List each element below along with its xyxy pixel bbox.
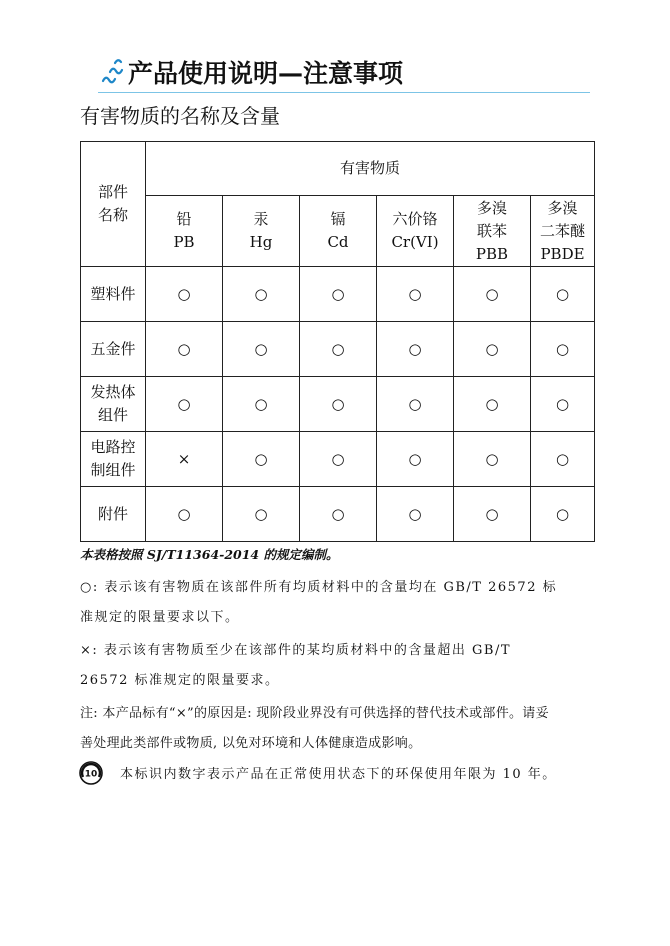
part-name: 附件 — [81, 487, 146, 542]
circle-legend-note: ○: 表示该有害物质在该部件所有均质材料中的含量均在 GB/T 26572 标 准规定的限量要求以下。 — [80, 580, 558, 625]
table-cell: ○ — [454, 487, 531, 542]
table-cell: ○ — [223, 322, 300, 377]
page-header — [98, 52, 590, 94]
table-cell: ○ — [300, 377, 377, 432]
substance-header: 六价铬 Cr(VI) — [377, 196, 454, 267]
part-name: 发热体 组件 — [81, 377, 146, 432]
table-cell: ○ — [223, 267, 300, 322]
table-cell: ○ — [146, 267, 223, 322]
table-cell: ○ — [377, 487, 454, 542]
table-row — [81, 487, 595, 542]
table-cell: ○ — [223, 377, 300, 432]
table-cell: ○ — [531, 377, 595, 432]
table-cell: ○ — [146, 377, 223, 432]
remark-note: 注: 本产品标有“×”的原因是: 现阶段业界没有可供选择的替代技术或部件。请妥 善处理此类部件或物质, 以免对环境和人体健康造成影响。 — [80, 706, 549, 751]
table-cell: ○ — [300, 322, 377, 377]
table-cell: ○ — [454, 377, 531, 432]
substance-header: 汞 Hg — [223, 196, 300, 267]
table-row — [81, 432, 595, 487]
table-row — [81, 322, 595, 377]
hazardous-substance-table — [80, 141, 595, 542]
cross-legend-note: ×: 表示该有害物质至少在该部件的某均质材料中的含量超出 GB/T 26572 标准规定的限量要求。 — [80, 643, 512, 688]
substance-group-header: 有害物质 — [146, 142, 595, 196]
lightning-tilde-icon — [100, 57, 126, 85]
eco-period-icon — [79, 761, 103, 785]
table-cell: ○ — [377, 377, 454, 432]
substance-header: 多溴 二苯醚 PBDE — [531, 196, 595, 267]
svg-text:10: 10 — [84, 769, 98, 780]
table-cell: ○ — [146, 322, 223, 377]
part-name: 五金件 — [81, 322, 146, 377]
substance-header: 多溴 联苯 PBB — [454, 196, 531, 267]
part-name: 塑料件 — [81, 267, 146, 322]
table-cell: ○ — [454, 267, 531, 322]
substance-header: 镉 Cd — [300, 196, 377, 267]
table-cell: ○ — [531, 322, 595, 377]
table-cell: ○ — [300, 487, 377, 542]
table-cell: ○ — [531, 432, 595, 487]
standard-note: 本表格按照 SJ/T11364-2014 的规定编制。 — [80, 547, 339, 562]
table-cell: ○ — [454, 432, 531, 487]
section-title: 有害物质的名称及含量 — [80, 104, 280, 128]
header-divider — [98, 92, 590, 93]
page-title: 产品使用说明—注意事项 — [128, 59, 404, 88]
table-cell: ○ — [531, 267, 595, 322]
substance-header: 铅 PB — [146, 196, 223, 267]
table-cell: ○ — [377, 322, 454, 377]
table-cell: ○ — [300, 432, 377, 487]
table-cell: ○ — [300, 267, 377, 322]
table-row — [81, 267, 595, 322]
table-cell: ○ — [531, 487, 595, 542]
table-row — [81, 377, 595, 432]
substance-header-row — [81, 196, 595, 267]
table-cell: ○ — [377, 432, 454, 487]
part-name: 电路控 制组件 — [81, 432, 146, 487]
part-name-header: 部件 名称 — [81, 142, 146, 267]
table-cell: × — [146, 432, 223, 487]
eco-period-text: 本标识内数字表示产品在正常使用状态下的环保使用年限为 10 年。 — [120, 767, 557, 782]
table-cell: ○ — [223, 432, 300, 487]
table-cell: ○ — [146, 487, 223, 542]
table-cell: ○ — [454, 322, 531, 377]
table-cell: ○ — [377, 267, 454, 322]
table-cell: ○ — [223, 487, 300, 542]
